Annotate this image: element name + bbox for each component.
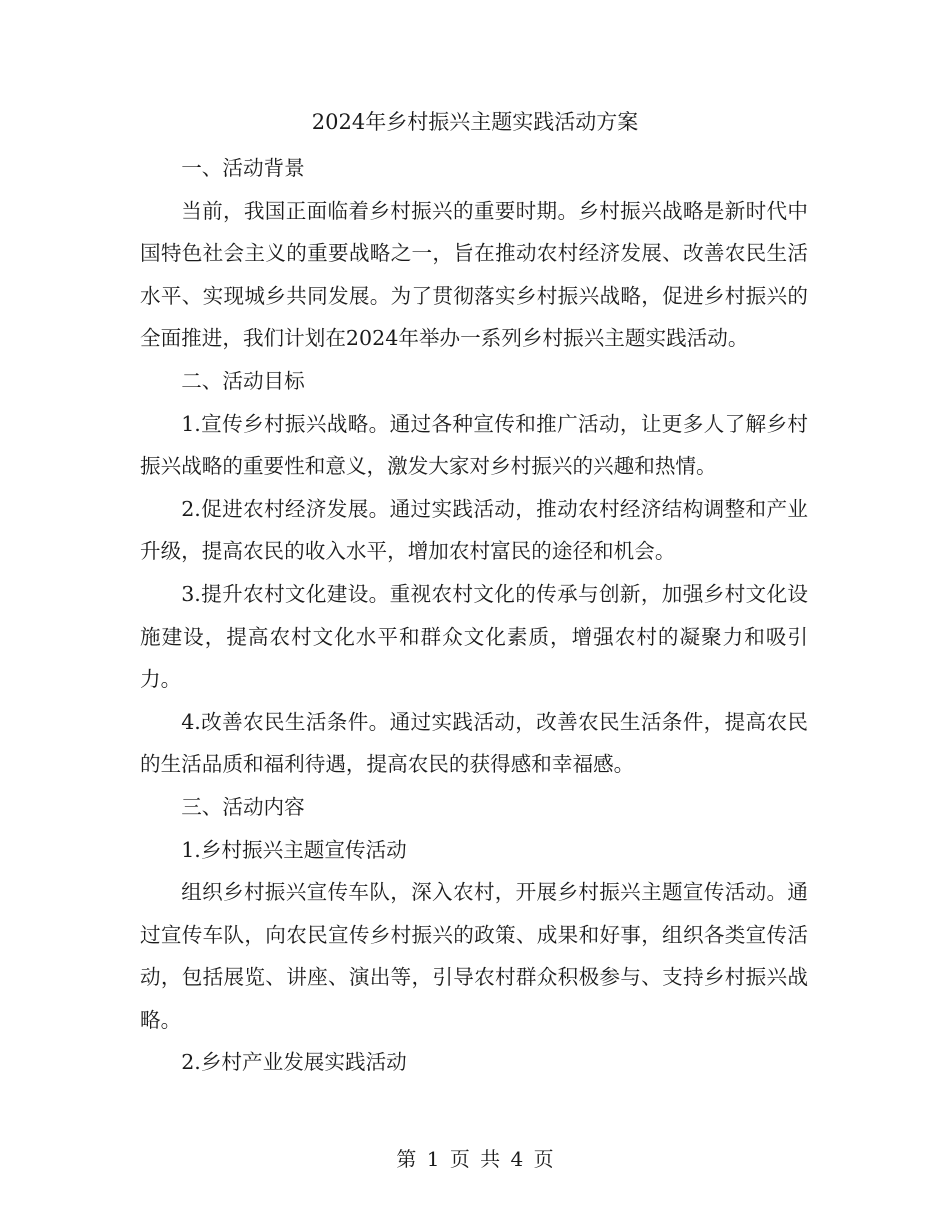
document-body [140,147,808,1084]
content-subheading-1: 1.乡村振兴主题宣传活动 [181,837,407,862]
document-title: 2024年乡村振兴主题实践活动方案 [311,110,639,134]
goal-item-2: 2.促进农村经济发展。通过实践活动，推动农村经济结构调整和产业升级，提高农民的收入水平，增加农村富民的途径和机会。 [140,496,808,564]
paragraph-background: 当前，我国正面临着乡村振兴的重要时期。乡村振兴战略是新时代中国特色社会主义的重要战略之一，旨在推动农村经济发展、改善农民生活水平、实现城乡共同发展。为了贯彻落实乡村振兴战略，促进乡村振兴的全面推进，我们计划在2024年举办一系列乡村振兴主题实践活动。 [140,198,808,351]
goal-item-3: 3.提升农村文化建设。重视农村文化的传承与创新，加强乡村文化设施建设，提高农村文化水平和群众文化素质，增强农村的凝聚力和吸引力。 [140,581,808,692]
goal-item-4: 4.改善农民生活条件。通过实践活动，改善农民生活条件，提高农民的生活品质和福利待遇，提高农民的获得感和幸福感。 [140,709,808,777]
content-paragraph-1: 组织乡村振兴宣传车队，深入农村，开展乡村振兴主题宣传活动。通过宣传车队，向农民宣传乡村振兴的政策、成果和好事，组织各类宣传活动，包括展览、讲座、演出等，引导农村群众积极参与、支持乡村振兴战略。 [140,880,808,1032]
page-footer: 第 1 页 共 4 页 [396,1147,554,1171]
goal-item-1: 1.宣传乡村振兴战略。通过各种宣传和推广活动，让更多人了解乡村振兴战略的重要性和意义，激发大家对乡村振兴的兴趣和热情。 [140,411,808,479]
section-heading-goals: 二、活动目标 [181,368,305,393]
section-heading-content: 三、活动内容 [181,794,305,819]
content-subheading-2: 2.乡村产业发展实践活动 [181,1050,407,1075]
section-heading-background: 一、活动背景 [181,156,305,180]
